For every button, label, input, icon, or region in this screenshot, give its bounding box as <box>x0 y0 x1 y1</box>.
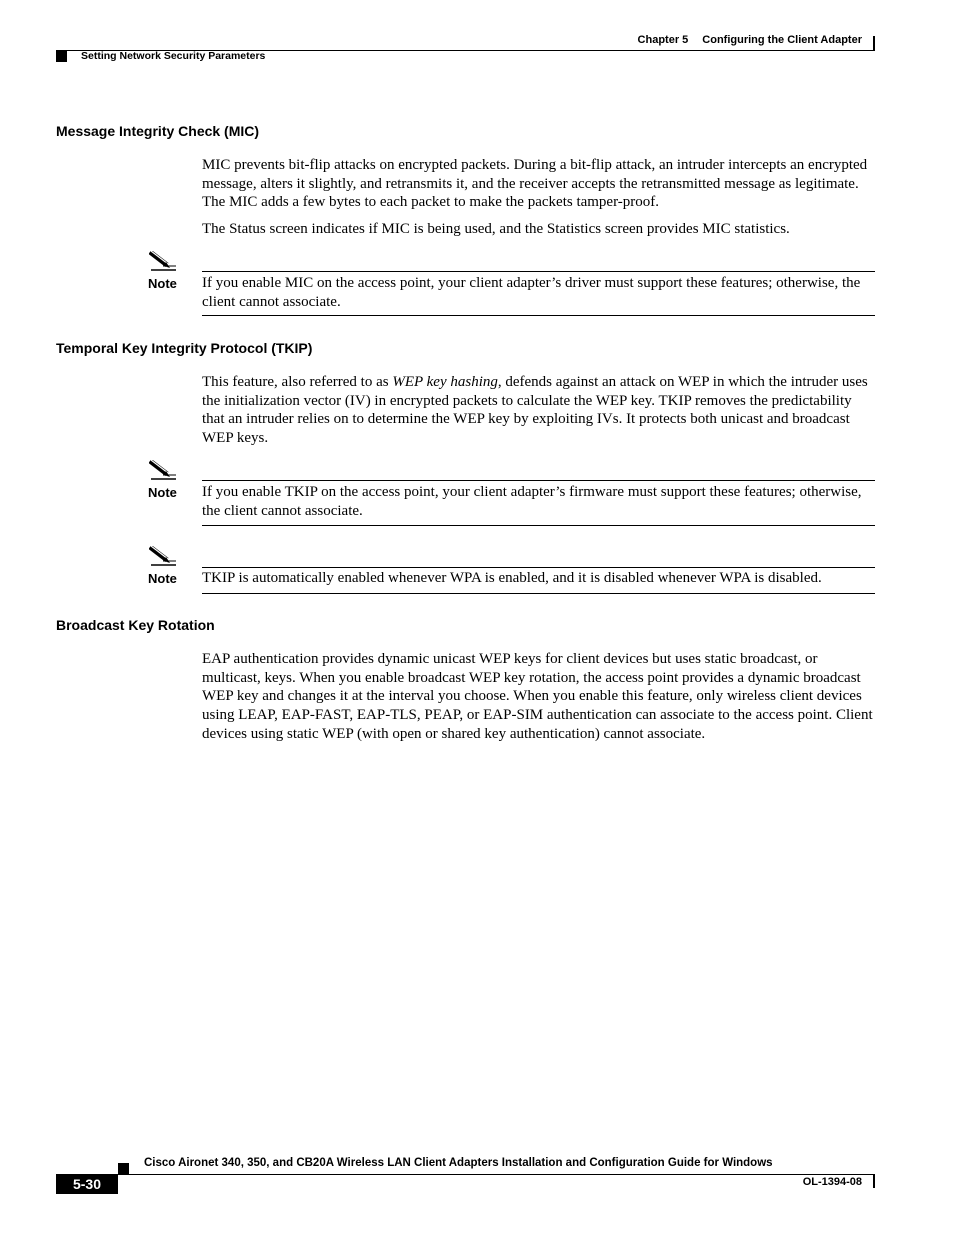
pencil-note-icon <box>149 251 177 273</box>
note-bottom-rule <box>202 593 875 594</box>
note-label: Note <box>148 571 177 586</box>
note-bottom-rule <box>202 315 875 316</box>
note-bottom-rule <box>202 525 875 526</box>
chapter-title: Configuring the Client Adapter <box>702 34 862 46</box>
note-top-rule <box>202 480 875 481</box>
note-label: Note <box>148 276 177 291</box>
mic-note-text: If you enable MIC on the access point, your client adapter’s driver must support these features; otherwise, the client cannot associate. <box>202 275 861 310</box>
tkip-paragraph-start: This feature, also referred to as <box>202 374 393 390</box>
note-label: Note <box>148 485 177 500</box>
mic-paragraph-1: MIC prevents bit-flip attacks on encrypted packets. During a bit-flip attack, an intruder intercepts an encrypted message, alters it slightly, and retransmits it, and the receiver accepts the retransmitted message as legitimate. The MIC adds a few bytes to each packet to make the packets tamper-proof. <box>202 157 868 211</box>
document-number: OL-1394-08 <box>802 1176 862 1188</box>
pencil-note-icon <box>149 460 177 482</box>
header-square-marker <box>56 51 67 62</box>
footer-square-marker <box>118 1163 129 1174</box>
chapter-number: Chapter 5 <box>637 34 689 46</box>
tkip-note-1-text: If you enable TKIP on the access point, your client adapter’s firmware must support these features; otherwise, the client cannot associate. <box>202 484 862 519</box>
running-header-chapter <box>638 34 862 46</box>
tkip-note-2-text: TKIP is automatically enabled whenever WPA is enabled, and it is disabled whenever WPA is disabled. <box>202 570 822 586</box>
note-top-rule <box>202 271 875 272</box>
pencil-note-icon <box>149 546 177 568</box>
tkip-paragraph <box>202 373 876 448</box>
page-number: 5-30 <box>56 1174 118 1194</box>
running-header-section: Setting Network Security Parameters <box>81 50 266 62</box>
footer-guide-title: Cisco Aironet 340, 350, and CB20A Wireless LAN Client Adapters Installation and Configuration Guide for Windows <box>144 1157 773 1169</box>
tkip-paragraph-emphasis: WEP key hashing <box>392 374 498 390</box>
note-top-rule <box>202 567 875 568</box>
heading-mic: Message Integrity Check (MIC) <box>56 123 260 139</box>
heading-tkip: Temporal Key Integrity Protocol (TKIP) <box>56 340 313 356</box>
header-tick <box>873 36 875 51</box>
tkip-paragraph-rest: , defends against an attack on WEP in which the intruder uses the initialization vector (IV) in encrypted packets to calculate the WEP key. TKIP removes the predictability that an intruder relies on to determine the WEP key by exploiting IVs. It protects both unicast and broadcast WEP keys. <box>202 374 868 447</box>
heading-broadcast-key-rotation: Broadcast Key Rotation <box>56 617 215 633</box>
bkr-paragraph: EAP authentication provides dynamic unicast WEP keys for client devices but uses static broadcast, or multicast, keys. When you enable broadcast WEP key rotation, the access point provides a dynamic broadcast WEP key and changes it at the interval you choose. When you enable this feature, only wireless client devices using LEAP, EAP-FAST, EAP-TLS, PEAP, or EAP-SIM authentication can associate to the access point. Client devices using static WEP (with open or shared key authentication) cannot associate. <box>202 651 873 742</box>
footer-rule <box>118 1174 875 1175</box>
mic-paragraph-2: The Status screen indicates if MIC is being used, and the Statistics screen provides MIC statistics. <box>202 221 790 237</box>
footer-tick <box>873 1174 875 1188</box>
